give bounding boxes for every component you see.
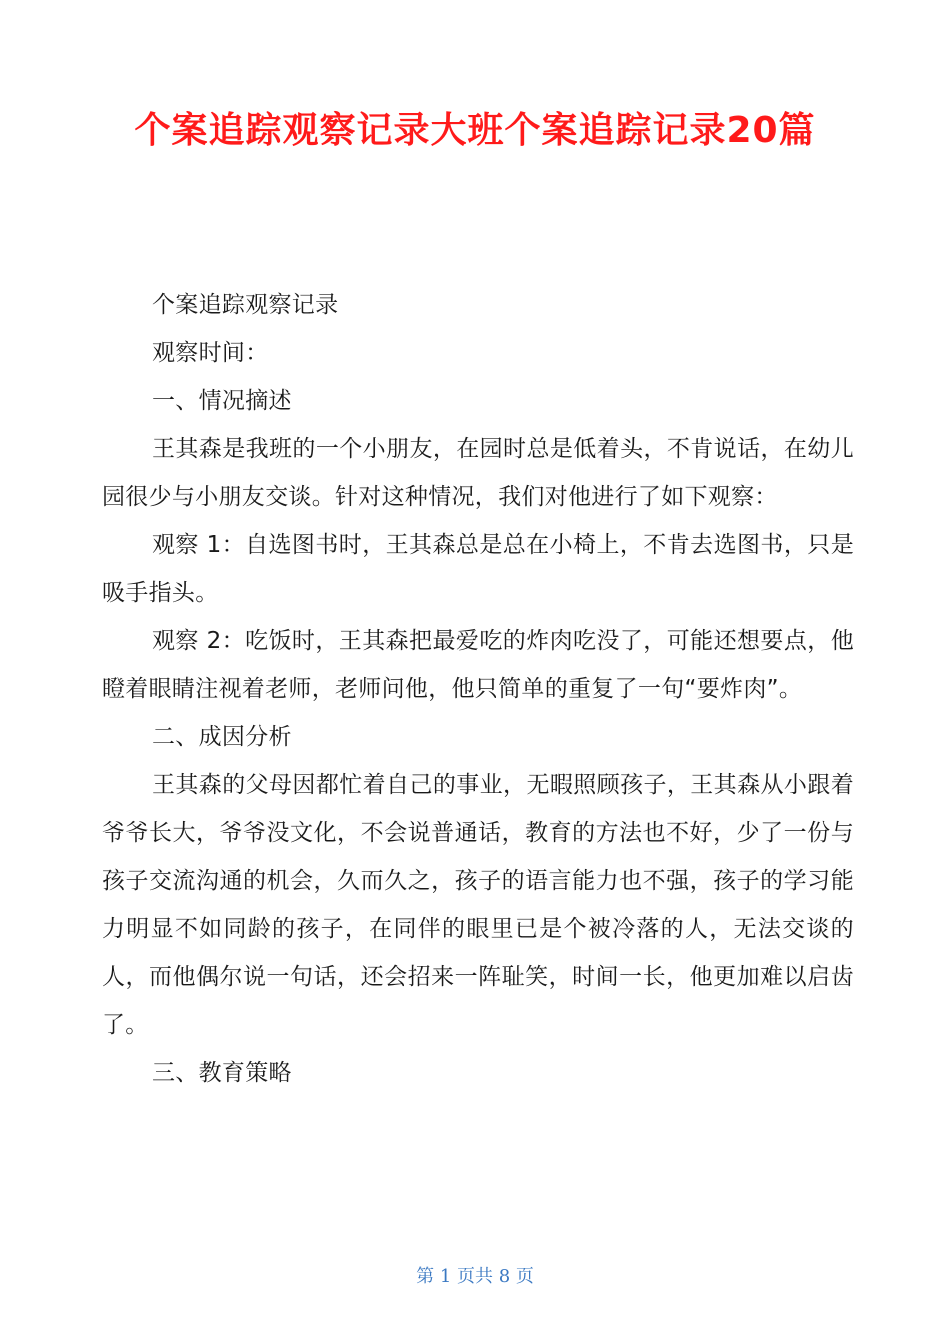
- page-number-footer: 第 1 页共 8 页: [416, 1266, 534, 1287]
- section-heading-strategy: 三、教育策略: [152, 1060, 292, 1086]
- paragraph-situation: 王其森是我班的一个小朋友，在园时总是低着头，不肯说话，在幼儿园很少与小朋友交谈。针对这种情况，我们对他进行了如下观察：: [102, 436, 854, 510]
- paragraph-observation-time: 观察时间：: [152, 340, 269, 366]
- paragraph-observation-1: 观察 1：自选图书时，王其森总是总在小椅上，不肯去选图书，只是吸手指头。: [102, 532, 854, 606]
- paragraph-analysis: 王其森的父母因都忙着自己的事业，无暇照顾孩子，王其森从小跟着爷爷长大，爷爷没文化，不会说普通话，教育的方法也不好，少了一份与孩子交流沟通的机会，久而久之，孩子的语言能力也不强，孩子的学习能力明显不如同龄的孩子，在同伴的眼里已是个被冷落的人，无法交谈的人，而他偶尔说一句话，还会招来一阵耻笑，时间一长，他更加难以启齿了。: [102, 772, 854, 1038]
- document-body: [102, 281, 854, 1097]
- paragraph-observation-2: 观察 2：吃饭时，王其森把最爱吃的炸肉吃没了，可能还想要点，他瞪着眼睛注视着老师，老师问他，他只简单的重复了一句“要炸肉”。: [102, 628, 854, 702]
- document-title: 个案追踪观察记录大班个案追踪记录20篇: [134, 110, 816, 151]
- paragraph-heading: 个案追踪观察记录: [152, 292, 339, 318]
- section-heading-situation: 一、情况摘述: [152, 388, 292, 414]
- section-heading-analysis: 二、成因分析: [152, 724, 292, 750]
